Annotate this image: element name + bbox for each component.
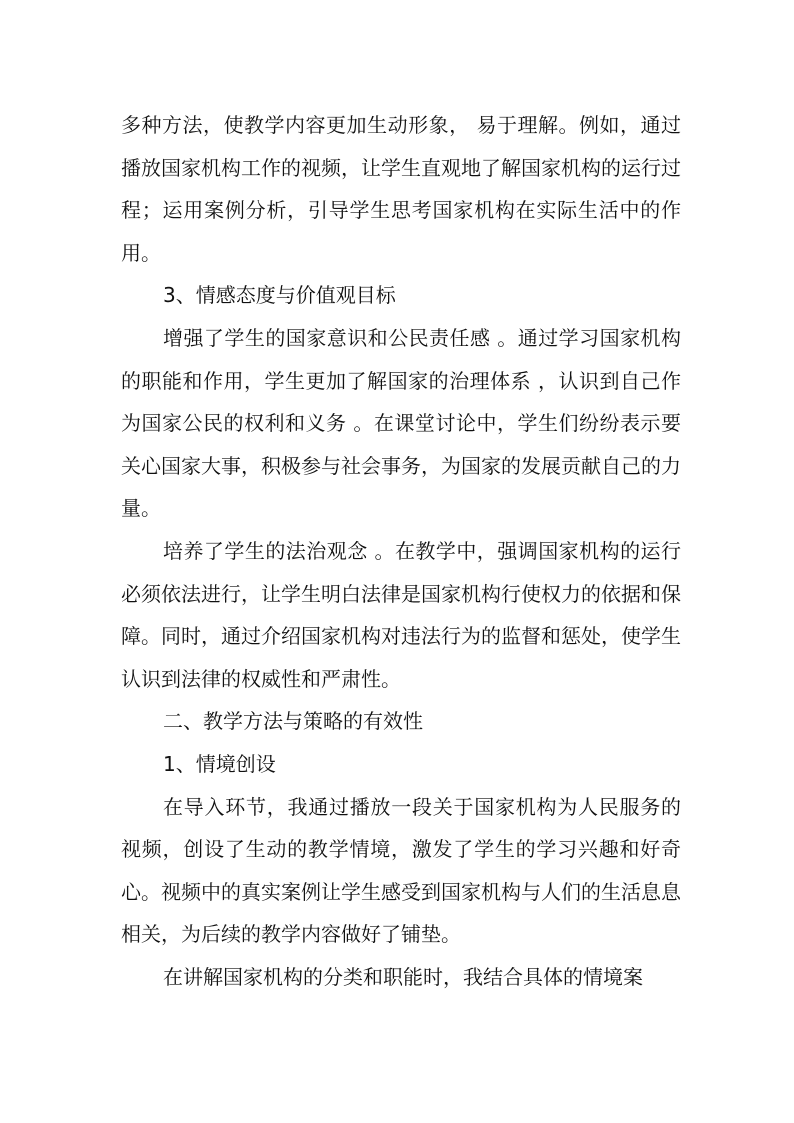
paragraph-national-awareness: 增强了学生的国家意识和公民责任感 。通过学习国家机构的职能和作用，学生更加了解国家的治理体系 ，认识到自己作为国家公民的权利和义务 。在课堂讨论中，学生们纷纷表示要关心国家大事，积极参与社会事务，为国家的发展贡献自己的力量。 bbox=[121, 325, 681, 521]
heading-emotional-goals: 3、情感态度与价值观目标 bbox=[163, 283, 396, 308]
heading-teaching-methods: 二、教学方法与策略的有效性 bbox=[163, 709, 423, 734]
paragraph-classification-cases: 在讲解国家机构的分类和职能时，我结合具体的情境案 bbox=[163, 964, 643, 989]
paragraph-rule-of-law: 培养了学生的法治观念 。在教学中，强调国家机构的运行必须依法进行，让学生明白法律是国家机构行使权力的依据和保障。同时，通过介绍国家机构对违法行为的监督和惩处，使学生认识到法律的权威性和严肃性。 bbox=[121, 538, 681, 691]
heading-situation-creation: 1、情境创设 bbox=[163, 751, 276, 776]
paragraph-introduction-video: 在导入环节，我通过播放一段关于国家机构为人民服务的视频，创设了生动的教学情境，激发了学生的学习兴趣和好奇心。视频中的真实案例让学生感受到国家机构与人们的生活息息相关，为后续的教学内容做好了铺垫。 bbox=[121, 794, 681, 947]
paragraph-continuation: 多种方法，使教学内容更加生动形象， 易于理解。例如，通过播放国家机构工作的视频，让学生直观地了解国家机构的运行过程；运用案例分析，引导学生思考国家机构在实际生活中的作用。 bbox=[121, 113, 681, 265]
document-body bbox=[121, 104, 681, 998]
